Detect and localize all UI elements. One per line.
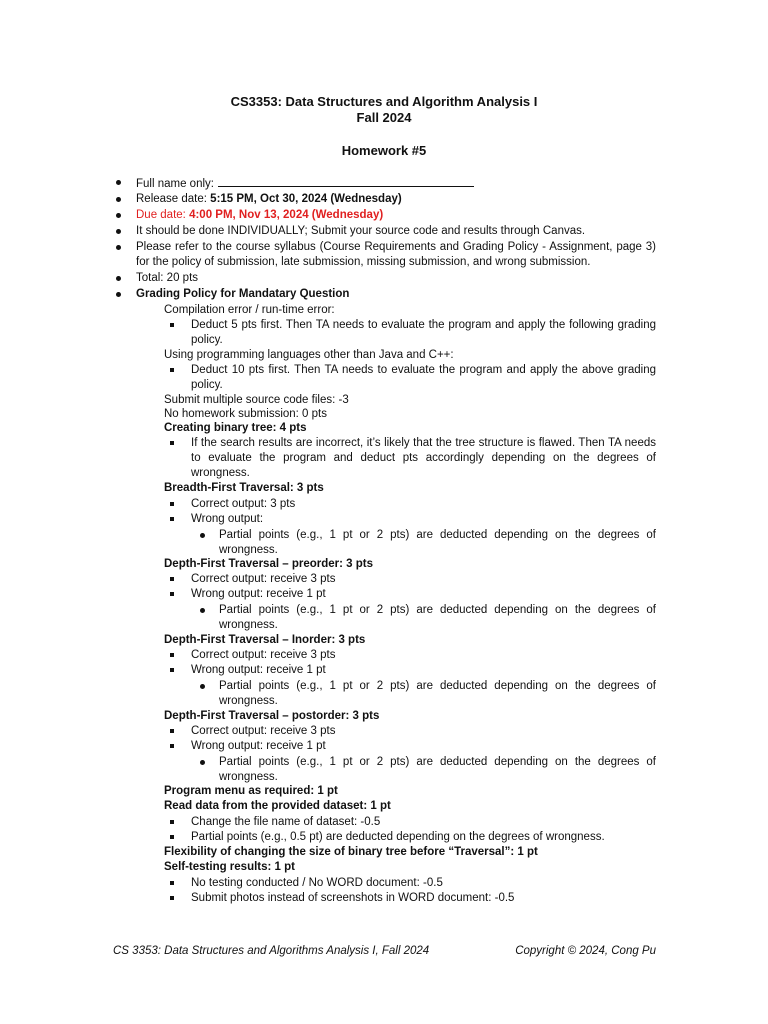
language-heading: Using programming languages other than Java and C++: xyxy=(164,349,454,361)
total-points: Total: 20 pts xyxy=(136,272,199,284)
release-date: Release date: 5:15 PM, Oct 30, 2024 (Wednesday) xyxy=(136,193,402,205)
square-bullet xyxy=(170,744,174,748)
square-bullet xyxy=(170,577,174,581)
footer-right: Copyright © 2024, Cong Pu xyxy=(515,945,656,957)
square-bullet xyxy=(170,729,174,733)
postorder-partial: Partial points (e.g., 1 pt or 2 pts) are deducted depending on the degrees of wrongness. xyxy=(219,756,656,783)
square-bullet xyxy=(170,835,174,839)
no-submission: No homework submission: 0 pts xyxy=(164,408,327,420)
square-bullet xyxy=(170,517,174,521)
bullet-dot xyxy=(200,684,205,689)
bullet-dot xyxy=(116,292,121,297)
inorder-wrong: Wrong output: receive 1 pt xyxy=(191,664,326,676)
bullet-dot xyxy=(116,180,121,185)
preorder-correct: Correct output: receive 3 pts xyxy=(191,573,336,585)
grading-heading: Grading Policy for Mandatary Question xyxy=(136,288,350,300)
preorder-wrong: Wrong output: receive 1 pt xyxy=(191,588,326,600)
square-bullet xyxy=(170,441,174,445)
multiple-files: Submit multiple source code files: -3 xyxy=(164,394,349,406)
syllabus-note: Please refer to the course syllabus (Course Requirements and Grading Policy - Assignment, page 3) for the policy of submission, late submission, missing submission, and wrong submission. xyxy=(136,241,656,268)
menu-heading: Program menu as required: 1 pt xyxy=(164,785,338,797)
term: Fall 2024 xyxy=(356,110,412,125)
due-date: Due date: 4:00 PM, Nov 13, 2024 (Wednesday) xyxy=(136,209,384,221)
square-bullet xyxy=(170,896,174,900)
course-title: CS3353: Data Structures and Algorithm Analysis I xyxy=(230,94,538,109)
postorder-heading: Depth-First Traversal – postorder: 3 pts xyxy=(164,710,380,722)
read-item-2: Partial points (e.g., 0.5 pt) are deducted depending on the degrees of wrongness. xyxy=(191,831,605,843)
tree-item: If the search results are incorrect, it’s likely that the tree structure is flawed. Then TA needs to evaluate the program and deduct pts accordingly depending on the degrees of wrongness. xyxy=(191,437,656,479)
bullet-dot xyxy=(200,760,205,765)
preorder-heading: Depth-First Traversal – preorder: 3 pts xyxy=(164,558,373,570)
square-bullet xyxy=(170,668,174,672)
square-bullet xyxy=(170,820,174,824)
bullet-dot xyxy=(116,245,121,250)
bfs-correct: Correct output: 3 pts xyxy=(191,498,296,510)
bullet-dot xyxy=(116,229,121,234)
language-item: Deduct 10 pts first. Then TA needs to evaluate the program and apply the above grading policy. xyxy=(191,364,656,391)
postorder-correct: Correct output: receive 3 pts xyxy=(191,725,336,737)
square-bullet xyxy=(170,881,174,885)
bullet-dot xyxy=(116,197,121,202)
square-bullet xyxy=(170,653,174,657)
self-testing-heading: Self-testing results: 1 pt xyxy=(164,861,295,873)
compile-heading: Compilation error / run-time error: xyxy=(164,304,335,316)
bullet-dot xyxy=(116,213,121,218)
bullet-dot xyxy=(200,533,205,538)
bfs-heading: Breadth-First Traversal: 3 pts xyxy=(164,482,324,494)
bullet-dot xyxy=(200,608,205,613)
postorder-wrong: Wrong output: receive 1 pt xyxy=(191,740,326,752)
flexibility-heading: Flexibility of changing the size of binary tree before “Traversal”: 1 pt xyxy=(164,846,538,858)
square-bullet xyxy=(170,368,174,372)
inorder-correct: Correct output: receive 3 pts xyxy=(191,649,336,661)
bullet-dot xyxy=(116,276,121,281)
square-bullet xyxy=(170,592,174,596)
read-item-1: Change the file name of dataset: -0.5 xyxy=(191,816,381,828)
self-item-2: Submit photos instead of screenshots in WORD document: -0.5 xyxy=(191,892,515,904)
tree-heading: Creating binary tree: 4 pts xyxy=(164,422,307,434)
inorder-partial: Partial points (e.g., 1 pt or 2 pts) are deducted depending on the degrees of wrongness. xyxy=(219,680,656,707)
preorder-partial: Partial points (e.g., 1 pt or 2 pts) are deducted depending on the degrees of wrongness. xyxy=(219,604,656,631)
bfs-partial: Partial points (e.g., 1 pt or 2 pts) are deducted depending on the degrees of wrongness. xyxy=(219,529,656,556)
read-heading: Read data from the provided dataset: 1 pt xyxy=(164,800,391,812)
bfs-wrong: Wrong output: xyxy=(191,513,264,525)
self-item-1: No testing conducted / No WORD document: -0.5 xyxy=(191,877,443,889)
footer-left: CS 3353: Data Structures and Algorithms Analysis I, Fall 2024 xyxy=(113,945,430,957)
square-bullet xyxy=(170,502,174,506)
compile-item: Deduct 5 pts first. Then TA needs to evaluate the program and apply the following grading policy. xyxy=(191,319,656,346)
name-blank-field[interactable] xyxy=(218,175,474,187)
inorder-heading: Depth-First Traversal – Inorder: 3 pts xyxy=(164,634,366,646)
full-name-line: Full name only: xyxy=(136,175,474,192)
individual-note: It should be done INDIVIDUALLY; Submit your source code and results through Canvas. xyxy=(136,225,586,237)
homework-title: Homework #5 xyxy=(341,143,427,158)
square-bullet xyxy=(170,323,174,327)
